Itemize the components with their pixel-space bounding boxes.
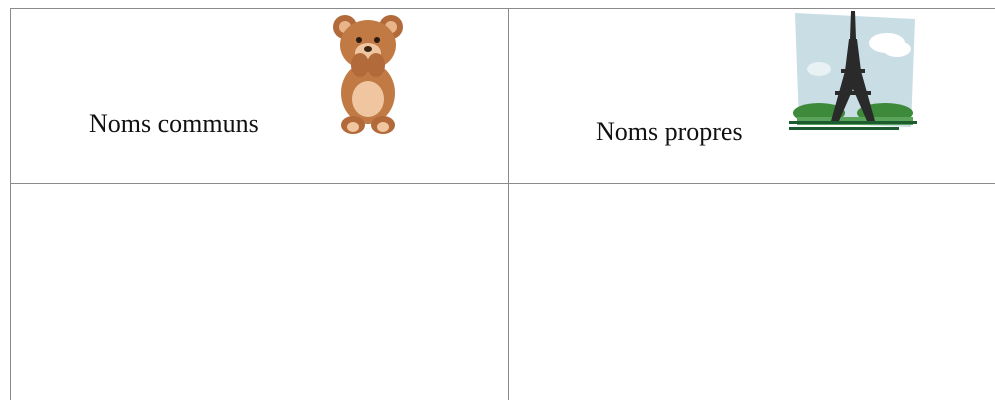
header-label-noms-propres: Noms propres: [596, 117, 743, 146]
eiffel-tower-icon: [789, 9, 919, 139]
empty-cell-noms-communs[interactable]: [11, 184, 509, 400]
header-label-noms-communs: Noms communs: [89, 109, 259, 138]
header-cell-noms-propres: [509, 9, 995, 184]
empty-cell-noms-propres[interactable]: [509, 184, 995, 400]
table-row: [11, 184, 995, 400]
header-cell-noms-communs: [11, 9, 509, 184]
teddy-bear-icon: [329, 13, 415, 139]
noun-sorting-table: [10, 8, 995, 400]
header-row: [11, 9, 995, 184]
